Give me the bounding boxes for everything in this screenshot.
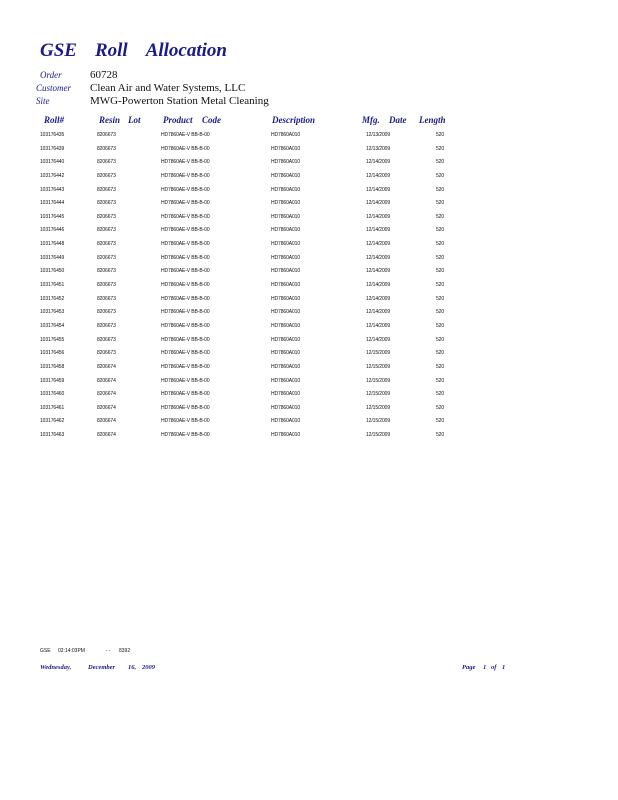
table-row	[0, 200, 618, 214]
cell-mfg-date: 12/14/2009	[366, 227, 391, 234]
cell-product-code: HD7860AE-V BB-B-00	[161, 254, 210, 261]
footer-month: December	[88, 664, 116, 671]
cell-resin: 8206673	[97, 282, 116, 289]
cell-roll: 103176462	[40, 418, 65, 425]
cell-roll: 103176451	[40, 282, 65, 289]
cell-description: HD7860A010	[271, 241, 301, 248]
meta-order-value: 60728	[90, 68, 118, 81]
cell-length: 520	[436, 391, 445, 398]
title-word-gse: GSE	[40, 40, 77, 61]
cell-resin: 8206673	[97, 309, 116, 316]
cell-mfg-date: 12/14/2009	[366, 213, 391, 220]
meta-site	[36, 94, 269, 107]
cell-mfg-date: 12/15/2009	[366, 377, 391, 384]
footer-company: GSE	[40, 648, 51, 654]
cell-length: 520	[436, 404, 445, 411]
cell-roll: 103176458	[40, 363, 65, 370]
cell-roll: 103176452	[40, 295, 65, 302]
table-row	[0, 405, 618, 419]
footer-page-total: 1	[502, 664, 506, 671]
cell-roll: 103176461	[40, 404, 65, 411]
cell-product-code: HD7860AE-V BB-B-00	[161, 377, 210, 384]
cell-mfg-date: 12/15/2009	[366, 363, 391, 370]
table-row	[0, 350, 618, 364]
col-resin: Resin	[99, 115, 121, 125]
cell-roll: 103176435	[40, 132, 65, 138]
cell-product-code: HD7860AE-V BB-B-00	[161, 322, 210, 329]
cell-resin: 8206673	[97, 322, 116, 329]
cell-description: HD7860A010	[271, 172, 301, 179]
col-code: Code	[202, 115, 221, 125]
footer-date-line	[40, 664, 600, 674]
cell-mfg-date: 12/14/2009	[366, 282, 391, 289]
footer-of-word: of	[491, 664, 497, 671]
cell-resin: 8206673	[97, 172, 116, 179]
table-row	[0, 309, 618, 323]
cell-resin: 8206673	[97, 227, 116, 234]
cell-product-code: HD7860AE-V BB-B-00	[161, 432, 210, 439]
table-row	[0, 255, 618, 269]
meta-order-label: Order	[40, 69, 62, 80]
cell-description: HD7860A010	[271, 132, 301, 138]
cell-description: HD7860A010	[271, 254, 301, 261]
table-row	[0, 146, 618, 160]
cell-roll: 103176455	[40, 336, 65, 343]
table-row	[0, 214, 618, 228]
cell-resin: 8206673	[97, 268, 116, 275]
cell-mfg-date: 12/15/2009	[366, 391, 391, 398]
table-row	[0, 337, 618, 351]
cell-length: 520	[436, 172, 445, 179]
cell-resin: 8206673	[97, 295, 116, 302]
cell-roll: 103176453	[40, 309, 65, 316]
cell-mfg-date: 12/13/2009	[366, 145, 391, 152]
cell-resin: 8206674	[97, 432, 116, 439]
meta-customer-value: Clean Air and Water Systems, LLC	[90, 81, 246, 94]
cell-length: 520	[436, 377, 445, 384]
table-row	[0, 173, 618, 187]
cell-description: HD7860A010	[271, 213, 301, 220]
meta-order	[36, 68, 269, 81]
cell-product-code: HD7860AE-V BB-B-00	[161, 213, 210, 220]
table-row	[0, 132, 618, 146]
cell-resin: 8206674	[97, 377, 116, 384]
cell-length: 520	[436, 282, 445, 289]
cell-length: 520	[436, 241, 445, 248]
cell-mfg-date: 12/14/2009	[366, 268, 391, 275]
cell-resin: 8206673	[97, 241, 116, 248]
cell-product-code: HD7860AE-V BB-B-00	[161, 132, 210, 138]
table-row	[0, 378, 618, 392]
cell-length: 520	[436, 336, 445, 343]
title-word-roll: Roll	[94, 40, 128, 61]
cell-roll: 103176459	[40, 377, 65, 384]
cell-mfg-date: 12/15/2009	[366, 418, 391, 425]
meta-site-value: MWG-Powerton Station Metal Cleaning	[90, 94, 269, 107]
cell-mfg-date: 12/14/2009	[366, 295, 391, 302]
cell-product-code: HD7860AE-V BB-B-00	[161, 227, 210, 234]
cell-product-code: HD7860AE-V BB-B-00	[161, 404, 210, 411]
col-product: Product	[163, 115, 193, 125]
cell-mfg-date: 12/15/2009	[366, 432, 391, 439]
meta-site-label: Site	[36, 95, 50, 106]
footer-page-num: 1	[483, 664, 487, 671]
cell-resin: 8206673	[97, 145, 116, 152]
cell-length: 520	[436, 268, 445, 275]
cell-length: 520	[436, 309, 445, 316]
cell-resin: 8206674	[97, 363, 116, 370]
cell-resin: 8206673	[97, 254, 116, 261]
cell-product-code: HD7860AE-V BB-B-00	[161, 309, 210, 316]
footer-day: 16,	[128, 664, 137, 671]
cell-roll: 103176463	[40, 432, 65, 439]
cell-description: HD7860A010	[271, 227, 301, 234]
cell-mfg-date: 12/14/2009	[366, 322, 391, 329]
cell-description: HD7860A010	[271, 186, 301, 193]
cell-roll: 103176440	[40, 159, 65, 166]
cell-description: HD7860A010	[271, 432, 301, 439]
table-row	[0, 364, 618, 378]
cell-resin: 8206673	[97, 159, 116, 166]
cell-description: HD7860A010	[271, 418, 301, 425]
cell-product-code: HD7860AE-V BB-B-00	[161, 145, 210, 152]
cell-length: 520	[436, 186, 445, 193]
col-mfg: Mfg.	[362, 115, 380, 125]
cell-description: HD7860A010	[271, 282, 301, 289]
cell-roll: 103176454	[40, 322, 65, 329]
cell-description: HD7860A010	[271, 200, 301, 207]
cell-description: HD7860A010	[271, 363, 301, 370]
report-title	[40, 40, 245, 62]
footer-weekday: Wednesday,	[40, 664, 72, 671]
cell-mfg-date: 12/14/2009	[366, 336, 391, 343]
cell-product-code: HD7860AE-V BB-B-00	[161, 159, 210, 166]
cell-mfg-date: 12/14/2009	[366, 172, 391, 179]
cell-product-code: HD7860AE-V BB-B-00	[161, 200, 210, 207]
cell-roll: 103176445	[40, 213, 65, 220]
table-row	[0, 227, 618, 241]
order-meta	[36, 68, 269, 107]
cell-description: HD7860A010	[271, 377, 301, 384]
cell-roll: 103176460	[40, 391, 65, 398]
cell-length: 520	[436, 227, 445, 234]
cell-roll: 103176450	[40, 268, 65, 275]
cell-resin: 8206674	[97, 404, 116, 411]
cell-length: 520	[436, 159, 445, 166]
table-row	[0, 323, 618, 337]
cell-length: 520	[436, 350, 445, 357]
cell-description: HD7860A010	[271, 309, 301, 316]
cell-roll: 103176443	[40, 186, 65, 193]
cell-length: 520	[436, 145, 445, 152]
cell-description: HD7860A010	[271, 391, 301, 398]
cell-product-code: HD7860AE-V BB-B-00	[161, 295, 210, 302]
cell-resin: 8206673	[97, 186, 116, 193]
cell-description: HD7860A010	[271, 295, 301, 302]
cell-length: 520	[436, 418, 445, 425]
footer-page-word: Page	[462, 664, 476, 671]
cell-roll: 103176442	[40, 172, 65, 179]
col-length: Length	[419, 115, 446, 125]
cell-product-code: HD7860AE-V BB-B-00	[161, 336, 210, 343]
table-row	[0, 296, 618, 310]
cell-description: HD7860A010	[271, 159, 301, 166]
cell-product-code: HD7860AE-V BB-B-00	[161, 282, 210, 289]
table-row	[0, 159, 618, 173]
col-date: Date	[389, 115, 407, 125]
cell-resin: 8206674	[97, 418, 116, 425]
cell-mfg-date: 12/15/2009	[366, 404, 391, 411]
roll-table-body	[0, 132, 618, 446]
cell-description: HD7860A010	[271, 322, 301, 329]
cell-roll: 103176446	[40, 227, 65, 234]
cell-roll: 103176444	[40, 200, 65, 207]
table-row	[0, 268, 618, 282]
cell-description: HD7860A010	[271, 350, 301, 357]
footer-time: 02:14:03PM	[58, 648, 85, 654]
cell-product-code: HD7860AE-V BB-B-00	[161, 350, 210, 357]
cell-description: HD7860A010	[271, 268, 301, 275]
col-roll: Roll#	[44, 115, 65, 125]
cell-mfg-date: 12/14/2009	[366, 159, 391, 166]
title-word-allocation: Allocation	[145, 40, 227, 61]
cell-length: 520	[436, 200, 445, 207]
cell-length: 520	[436, 363, 445, 370]
cell-product-code: HD7860AE-V BB-B-00	[161, 241, 210, 248]
cell-roll: 103176448	[40, 241, 65, 248]
footer-mark: - -	[106, 648, 111, 654]
cell-length: 520	[436, 213, 445, 220]
cell-description: HD7860A010	[271, 404, 301, 411]
footer-code: 8392	[119, 648, 131, 654]
cell-description: HD7860A010	[271, 145, 301, 152]
cell-resin: 8206673	[97, 336, 116, 343]
cell-product-code: HD7860AE-V BB-B-00	[161, 172, 210, 179]
cell-description: HD7860A010	[271, 336, 301, 343]
cell-product-code: HD7860AE-V BB-B-00	[161, 186, 210, 193]
cell-mfg-date: 12/13/2009	[366, 132, 391, 138]
cell-resin: 8206673	[97, 132, 116, 138]
cell-product-code: HD7860AE-V BB-B-00	[161, 418, 210, 425]
cell-mfg-date: 12/14/2009	[366, 200, 391, 207]
cell-mfg-date: 12/14/2009	[366, 186, 391, 193]
cell-length: 520	[436, 295, 445, 302]
cell-roll: 103176456	[40, 350, 65, 357]
meta-customer	[36, 81, 269, 94]
cell-product-code: HD7860AE-V BB-B-00	[161, 391, 210, 398]
table-row	[0, 432, 618, 446]
cell-length: 520	[436, 432, 445, 439]
table-row	[0, 391, 618, 405]
cell-resin: 8206673	[97, 200, 116, 207]
meta-customer-label: Customer	[36, 82, 72, 93]
table-row	[0, 418, 618, 432]
table-row	[0, 282, 618, 296]
cell-mfg-date: 12/15/2009	[366, 350, 391, 357]
footer-year: 2009	[142, 664, 155, 671]
cell-mfg-date: 12/14/2009	[366, 309, 391, 316]
cell-roll: 103176449	[40, 254, 65, 261]
cell-length: 520	[436, 254, 445, 261]
cell-length: 520	[436, 322, 445, 329]
cell-mfg-date: 12/14/2009	[366, 254, 391, 261]
cell-product-code: HD7860AE-V BB-B-00	[161, 363, 210, 370]
cell-resin: 8206674	[97, 391, 116, 398]
cell-length: 520	[436, 132, 445, 138]
cell-product-code: HD7860AE-V BB-B-00	[161, 268, 210, 275]
cell-resin: 8206673	[97, 213, 116, 220]
col-lot: Lot	[128, 115, 141, 125]
cell-roll: 103176439	[40, 145, 65, 152]
table-row	[0, 241, 618, 255]
table-row	[0, 187, 618, 201]
cell-mfg-date: 12/14/2009	[366, 241, 391, 248]
col-description: Description	[272, 115, 316, 125]
cell-resin: 8206673	[97, 350, 116, 357]
